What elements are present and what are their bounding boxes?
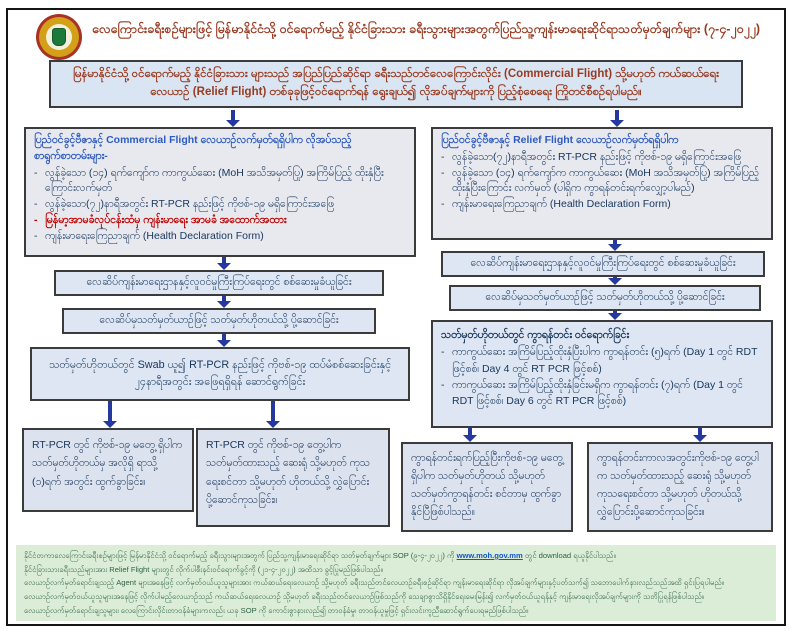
flow-arrow [217,296,231,308]
requirement-item: - လွန်ခဲ့သော (၁၄) ရက်ကျော်က ကာကွယ်ဆေး (MoH အသိအမှတ်ပြု) အကြိမ်ပြည့် ထိုးနှံပြီးကြောင်းလက်မှတ် [34,166,406,198]
arrow-to-commercial-flow [226,110,240,127]
commercial-requirements-list [34,166,406,245]
commercial-transport-box [62,308,376,334]
intro-text: မြန်မာနိုင်ငံသို့ ဝင်ရောက်မည့် နိုင်ငံခြားသား များသည် အပြည်ပြည်ဆိုင်ရာ ခရီးသည်တင်လေကြောင်းလိုင်း (Commercial Flight) သို့မဟုတ် ကယ်ဆယ်ရေးလေယာဉ် (Relief Flight) တစ်ခုခုဖြင့်ဝင်ရောက်ရန် ရွေးချယ်၍ လိုအပ်ချက်များကို ပြည့်စုံစေရေး ကြိုတင်စီစဉ်ရပါမည်။ [72,68,720,98]
footer-line-1-text: နိုင်ငံတကာလေကြောင်းခရီးစဉ်များဖြင့် မြန်မာနိုင်ငံသို့ ဝင်ရောက်မည့် ခရီးသွားများအတွက် ပြည်သူ့ကျန်းမာရေးဆိုင်ရာ သတ်မှတ်ချက်များ SOP (၉-၄-၂၀၂၂) ကို [24,551,457,560]
relief-airport-check-box [441,251,765,277]
seal-inner-circle [46,24,72,50]
quarantine-item: - ကာကွယ်ဆေး အကြိမ်ပြည့်ထိုးနှံပြီးပါက ကွာရန်တင်း (၅)ရက် (Day 1 တွင် RDT ဖြင့်စစ်၊ Day 4 တွင် RT PCR ဖြင့်စစ်) [441,344,763,377]
flow-arrow [608,311,622,320]
arrow-to-relief-flow [610,110,624,127]
relief-requirements-list [441,150,763,213]
footer-line-4: လေယာဉ်လက်မှတ်ဝယ်ယူသူများအနေဖြင့် လိုက်ပါမည့်လေယာဉ်သည် ကယ်ဆယ်ရေးလေယာဉ် သို့မဟုတ် ခရီးသည်တင်လေယာဉ်ဖြစ်သည်ကို သေချာစွာသိရှိနိုင်ရေးမေးမြန်း၍ လက်မှတ်ဝယ်ယူရန်နှင့် ကျန်းမာရေးလိုအပ်ချက်များကို သတိပြုရန်ဖြစ်ပါသည်။ [24,591,705,601]
footer-notes [16,545,776,621]
footer-line-2: နိုင်ငံခြားသားခရီးသည်များအား Relief Flight များတွင် လိုက်ပါစီးနင်းဝင်ရောက်ခွင့်ကို (၂၁-၄-၂၀၂၂) အထိသာ ခွင့်ပြုမည်ဖြစ်ပါသည်။ [24,564,383,574]
commercial-requirements-box [24,127,416,257]
requirement-item: - လွန်ခဲ့သော(၇၂)နာရီအတွင်း RT-PCR နည်းဖြင့် ကိုဗစ်-၁၉ မရှိကြောင်းအဖြေ [441,150,763,166]
commercial-swab-test-box [30,347,410,401]
relief-requirements-title: ပြည်ဝင်ခွင့်ဗီဇာနှင့် Relief Flight လေယာဉ်လက်မှတ်ရရှိပါက [441,134,679,146]
flow-arrow [608,277,622,285]
flow-arrow [217,257,231,270]
quarantine-list [441,344,763,409]
ministry-of-health-seal-icon [36,14,82,60]
footer-line-1 [24,549,768,563]
relief-quarantine-box [431,320,773,428]
requirement-item-insurance: - မြန်မာ့အာမခံလုပ်ငန်းထံမှ ကျန်းမာရေး အာမခံ အထောက်အထား [34,213,406,229]
quarantine-item: - ကာကွယ်ဆေး အကြိမ်ပြည့်ထိုးနှံခြင်းမရှိက ကွာရန်တင်း (၇)ရက် (Day 1 တွင် RDT ဖြင့်စစ်၊ Day 6 တွင် RT PCR ဖြင့်စစ်) [441,377,763,410]
flow-arrow [463,428,477,442]
flow-arrow [103,401,117,428]
requirement-item: - လွန်ခဲ့သော(၇၂)နာရီအတွင်း RT-PCR နည်းဖြင့် ကိုဗစ်-၁၉ မရှိကြောင်းအဖြေ [34,197,406,213]
footer-line-5: လေယာဉ်လက်မှတ်ရောင်းချသူများ၊ လေကြောင်းလိုင်းတာဝန်ခံများကလည်း ယခု SOP ကို ကောင်းစွာနားလည်၍ တာဝန်ခံမှု၊ တာဝန်ယူမှုဖြင့် ရှင်းလင်းကူညီဆောင်ရွက်ပေးရမည်ဖြစ်ပါသည်။ [24,605,529,615]
step-text: သတ်မှတ်ဟိုတယ်တွင် Swab ယူ၍ RT-PCR နည်းဖြင့် ကိုဗစ်-၁၉ ထပ်မံစစ်ဆေးခြင်းနှင့် ၂၄နာရီအတွင်း အဖြေရရှိရန် ဆောင်ရွက်ခြင်း [48,358,392,388]
outcome-text: RT-PCR တွင် ကိုဗစ်-၁၉ မတွေ့ ရှိပါက သတ်မှတ်ဟိုတယ်မှ အလိုရှိ ရာသို့ (၁)ရက် အတွင်း ထွက်ခွာခြင်း။ [32,439,183,488]
step-text: လေဆိပ်ကျန်းမာရေးဌာနနှင့်လူဝင်မှုကြီးကြပ်ရေးတွင် စစ်ဆေးမှုခံယူခြင်း [86,275,352,288]
step-text: လေဆိပ်မှသတ်မှတ်ယာဉ်ဖြင့် သတ်မှတ်ဟိုတယ်သို့ ပို့ဆောင်ခြင်း [485,290,725,303]
commercial-negative-outcome-box [22,428,194,512]
step-text: လေဆိပ်ကျန်းမာရေးဌာနနှင့်လူဝင်မှုကြီးကြပ်ရေးတွင် စစ်ဆေးမှုခံယူခြင်း [470,256,736,269]
intro-box [49,60,743,108]
flow-arrow [266,401,280,428]
requirement-item: - ကျန်းမာရေးကြေညာချက် (Health Declaration Form) [34,229,406,245]
flow-arrow [608,240,622,251]
outcome-text: RT-PCR တွင် ကိုဗစ်-၁၉ တွေ့ပါက သတ်မှတ်ထားသည့် ဆေးရုံ သို့မဟုတ် ကုသရေးစင်တာ သို့မဟုတ် ဟိုတယ်သို့ လွှဲပြောင်းပို့ဆောင်ကုသခြင်း။ [206,439,370,507]
seal-emblem [52,28,66,46]
relief-transport-box [449,285,761,311]
footer-line-3: လေယာဉ်လက်မှတ်ရောင်းချသည့် Agent များအနေဖြင့် လက်မှတ်ဝယ်ယူသူများအား ကယ်ဆယ်ရေးလေယာဉ် သို့မဟုတ် ခရီးသည်တင်လေယာဉ်ခရီးစဉ်ဆိုင်ရာ ကျန်းမာရေးဆိုင်ရာ လိုအပ်ချက်များနှင့်ပတ်သက်၍ သဘောပေါက်နားလည်သည်အထိ ရှင်းပြရပါမည်။ [24,578,724,588]
moh-website-link[interactable]: www.moh.gov.mm [456,551,523,560]
flow-arrow [217,334,231,347]
outcome-text: ကွာရန်တင်းရက်ပြည့်ပြီးကိုဗစ်-၁၉ မတွေ့ ရှိပါက သတ်မှတ်ဟိုတယ် သို့မဟုတ် သတ်မှတ်ကွာရန်တင်း စင်တာမှ ထွက်ခွာနိုင်ပြီဖြစ်ပါသည်။ [411,452,563,518]
flow-arrow [693,428,707,442]
requirement-item: - ကျန်းမာရေးကြေညာချက် (Health Declaration Form) [441,197,763,213]
commercial-positive-outcome-box [196,428,390,527]
quarantine-title: သတ်မှတ်ဟိုတယ်တွင် ကွာရန်တင်း ဝင်ရောက်ခြင်း [441,329,630,341]
relief-requirements-box [431,127,773,240]
footer-line-1-tail: တွင် download ရယူနိုင်ပါသည်။ [522,551,616,560]
relief-negative-outcome-box [401,442,573,532]
commercial-requirements-title: ပြည်ဝင်ခွင့်ဗီဇာနှင့် Commercial Flight လေယာဉ်လက်မှတ်ရရှိပါက လိုအပ်သည့် စာရွက်စာတမ်းများ- [34,134,352,162]
seal-gold-ring [39,17,79,57]
step-text: လေဆိပ်မှသတ်မှတ်ယာဉ်ဖြင့် သတ်မှတ်ဟိုတယ်သို့ ပို့ဆောင်ခြင်း [99,313,339,326]
page-title: လေကြောင်းခရီးစဉ်များဖြင့် မြန်မာနိုင်ငံသို့ ဝင်ရောက်မည့် နိုင်ငံခြားသား ခရီးသွားများအတွက်ပြည်သူ့ကျန်းမာရေးဆိုင်ရာသတ်မှတ်ချက်များ (၇-၄-၂၀၂၂) [92,22,761,36]
commercial-airport-check-box [54,270,384,296]
relief-positive-outcome-box [587,442,773,532]
requirement-item: - လွန်ခဲ့သော (၁၄) ရက်ကျော်က ကာကွယ်ဆေး (MoH အသိအမှတ်ပြု) အကြိမ်ပြည့် ထိုးနှံပြီးကြောင်း လက်မှတ် (ပါရှိက ကွာရန်တင်းရက်လျှော့ပါမည်) [441,166,763,198]
outcome-text: ကွာရန်တင်းကာလအတွင်းကိုဗစ်-၁၉ တွေ့ပါက သတ်မှတ်ထားသည့် ဆေးရုံ သို့မဟုတ် ကုသရေးစင်တာ သို့မဟုတ် ဟိုတယ်သို့ လွှဲပြောင်းပို့ဆောင်ကုသခြင်း။ [597,452,759,518]
